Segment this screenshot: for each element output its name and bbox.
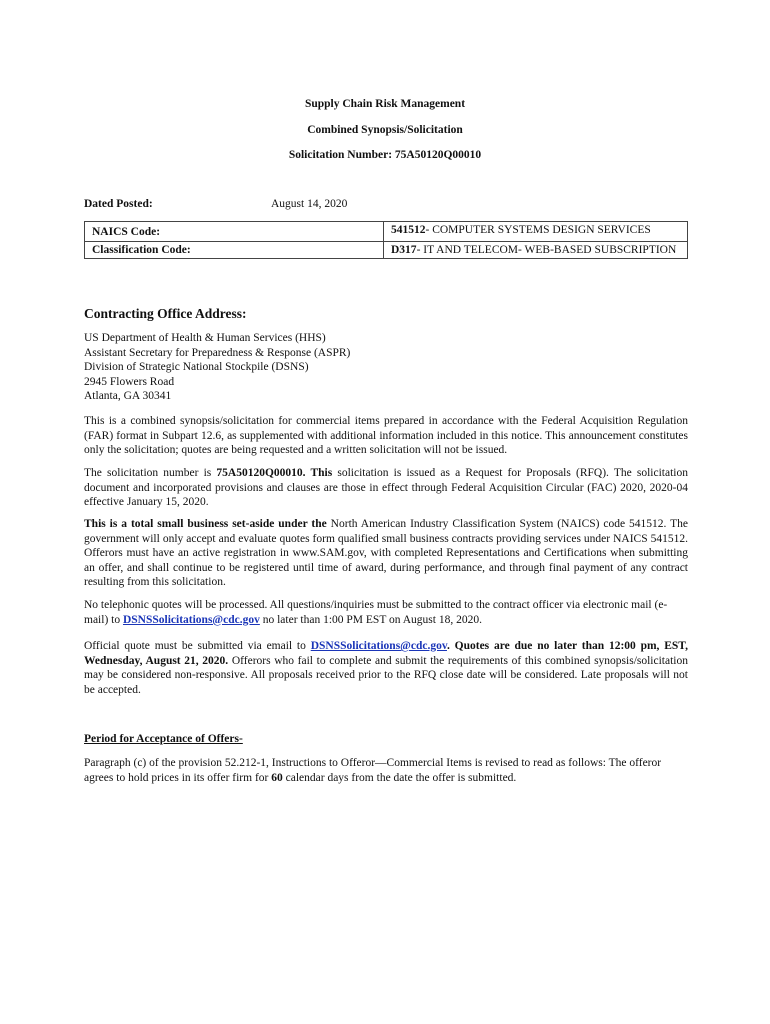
period-text: Paragraph (c) of the provision 52.212-1, Instructions to Offeror—Commercial Items is revised to read as follows: The offeror agrees to hold prices in its offer firm for xyxy=(84,757,662,784)
naics-value xyxy=(384,222,688,242)
codes-table xyxy=(84,221,688,259)
p4-text-rest: no later than 1:00 PM EST on August 18, 2020. xyxy=(259,613,482,626)
period-days: 60 xyxy=(271,771,283,784)
classification-value xyxy=(384,241,688,259)
p2-text: The solicitation number is xyxy=(84,467,217,479)
table-row xyxy=(85,241,688,259)
address-line: Atlanta, GA 30341 xyxy=(84,390,172,402)
address-line: Assistant Secretary for Preparedness & Response (ASPR) xyxy=(84,346,351,359)
doc-title: Supply Chain Risk Management xyxy=(304,98,466,110)
p5-text-rest: Offerors who fail to complete and submit the requirements of this combined synopsis/solicitation may be considered non-responsive. All proposals received prior to the RFQ close date will be considered. Late proposals will not be accepted. xyxy=(84,654,688,696)
dated-posted-label: Dated Posted: xyxy=(84,198,153,210)
classification-desc: - IT AND TELECOM- WEB-BASED SUBSCRIPTION xyxy=(416,243,677,256)
p2-text-rest: solicitation is issued as a Request for Proposals (RFQ). The solicitation document and incorporated provisions and clauses are those in effect through Federal Acquisition Circular (FAC) 2020, 2020-04 effective January 15, 2020. xyxy=(84,467,688,508)
p2-number: 75A50120Q00010. This xyxy=(216,467,333,479)
address-line: 2945 Flowers Road xyxy=(84,375,175,388)
paragraph-set-aside xyxy=(84,517,688,590)
p5-deadline: . Quotes are due no later than 12:00 pm, EST, Wednesday, August 21, 2020. xyxy=(84,640,688,667)
paragraph-synopsis: This is a combined synopsis/solicitation for commercial items prepared in accordance with the Federal Acquisition Regulation (FAR) format in Subpart 12.6, as supplemented with additional information included in this notice. This announcement constitutes only the solicitation; quotes are being requested and a written solicitation will not be issued. xyxy=(84,415,688,456)
email-link[interactable]: DSNSSolicitations@cdc.gov xyxy=(122,613,260,626)
address-line: US Department of Health & Human Services (HHS) xyxy=(84,332,326,344)
table-row xyxy=(85,222,688,242)
dated-posted-value: August 14, 2020 xyxy=(271,198,348,210)
paragraph-solicitation xyxy=(84,466,688,510)
p5-text: Official quote must be submitted via email to xyxy=(84,640,311,652)
solicitation-number: Solicitation Number: 75A50120Q00010 xyxy=(288,149,482,161)
naics-label: NAICS Code: xyxy=(85,222,384,242)
address-line: Division of Strategic National Stockpile (DSNS) xyxy=(84,361,309,373)
classification-label: Classification Code: xyxy=(85,241,384,259)
naics-code: 541512 xyxy=(391,224,426,236)
paragraph-period xyxy=(84,756,688,785)
period-title: Period for Acceptance of Offers- xyxy=(84,733,243,745)
p4-text: No telephonic quotes will be processed. All questions/inquiries must be submitted to the contract officer via electronic mail (e-mail) to xyxy=(84,599,668,626)
paragraph-questions xyxy=(84,598,688,627)
office-title: Contracting Office Address: xyxy=(84,306,247,321)
paragraph-quote-due xyxy=(84,639,688,697)
p3-bold: This is a total small business set-aside under the xyxy=(84,518,327,530)
office-address xyxy=(84,331,704,404)
naics-desc: - COMPUTER SYSTEMS DESIGN SERVICES xyxy=(425,224,651,236)
period-text-rest: calendar days from the date the offer is submitted. xyxy=(282,771,517,784)
email-link[interactable]: DSNSSolicitations@cdc.gov xyxy=(310,640,447,652)
doc-subtitle: Combined Synopsis/Solicitation xyxy=(307,124,463,136)
p3-text: North American Industry Classification System (NAICS) code 541512. The government will only accept and evaluate quotes form qualified small business contracts providing services under NAICS 541512. Offerors must have an active registration in www.SAM.gov, with completed Representations and Certifications when submitting an offer, and shall continue to be registered until time of award, during performance, and through final payment of any contract resulting from this solicitation. xyxy=(84,518,689,588)
classification-code: D317 xyxy=(391,243,417,256)
